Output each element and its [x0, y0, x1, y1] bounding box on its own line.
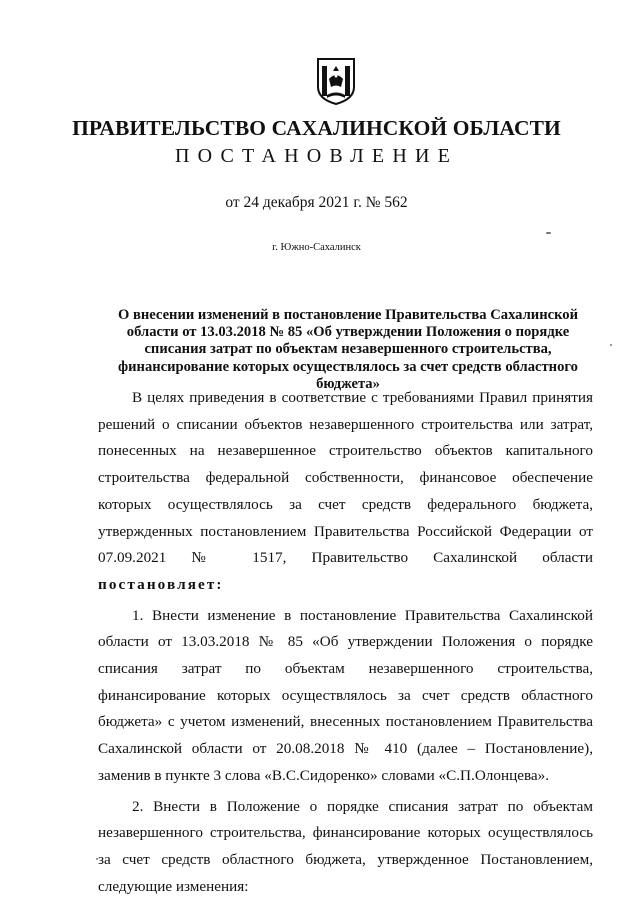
sakhalin-coat-of-arms-icon	[315, 57, 357, 105]
scan-speck	[96, 858, 98, 860]
document-type: ПОСТАНОВЛЕНИЕ	[174, 145, 459, 167]
document-subject: О внесении изменений в постановление Правительства Сахалинской области от 13.03.2018 № 85 «Об утверждении Положения о порядке списания затрат по объектам незавершенного строительства, финансирование которых осуществлялось за счет средств областного бюджета»	[117, 307, 579, 392]
item-2-paragraph: 2. Внести в Положение о порядке списания затрат по объектам незавершенного строительства, финансирование которых осуществлялось за счет средств областного бюджета, утвержденное Постановлением, следующие изменения:	[98, 797, 593, 895]
scan-speck	[610, 344, 612, 346]
decree-word: постановляет:	[98, 575, 224, 593]
preamble-paragraph	[98, 385, 593, 599]
document-city: г. Южно-Сахалинск	[272, 242, 361, 253]
item-1-paragraph: 1. Внести изменение в постановление Правительства Сахалинской области от 13.03.2018 № 85 «Об утверждении Положения о порядке списания затрат по объектам незавершенного строительства, финансирование которых осуществлялось за счет средств областного бюджета» с учетом изменений, внесенных постановлением Правительства Сахалинской области от 20.08.2018 № 410 (далее – Постановление), заменив в пункте 3 слова «В.С.Сидоренко» словами «С.П.Олонцева».	[98, 606, 593, 784]
preamble-text: В целях приведения в соответствие с требованиями Правил принятия решений о списании объектов незавершенного строительства или затрат, понесенных на незавершенное строительство объектов капитального строительства федеральной собственности, финансовое обеспечение которых осуществлялось за счет средств федерального бюджета, утвержденных постановлением Правительства Российской Федерации от 07.09.2021 № 1517, Правительство Сахалинской области	[98, 389, 593, 567]
government-name: ПРАВИТЕЛЬСТВО САХАЛИНСКОЙ ОБЛАСТИ	[72, 116, 561, 140]
document-body	[98, 385, 593, 904]
scan-speck	[546, 232, 551, 234]
document-date-number: от 24 декабря 2021 г. № 562	[225, 194, 408, 211]
